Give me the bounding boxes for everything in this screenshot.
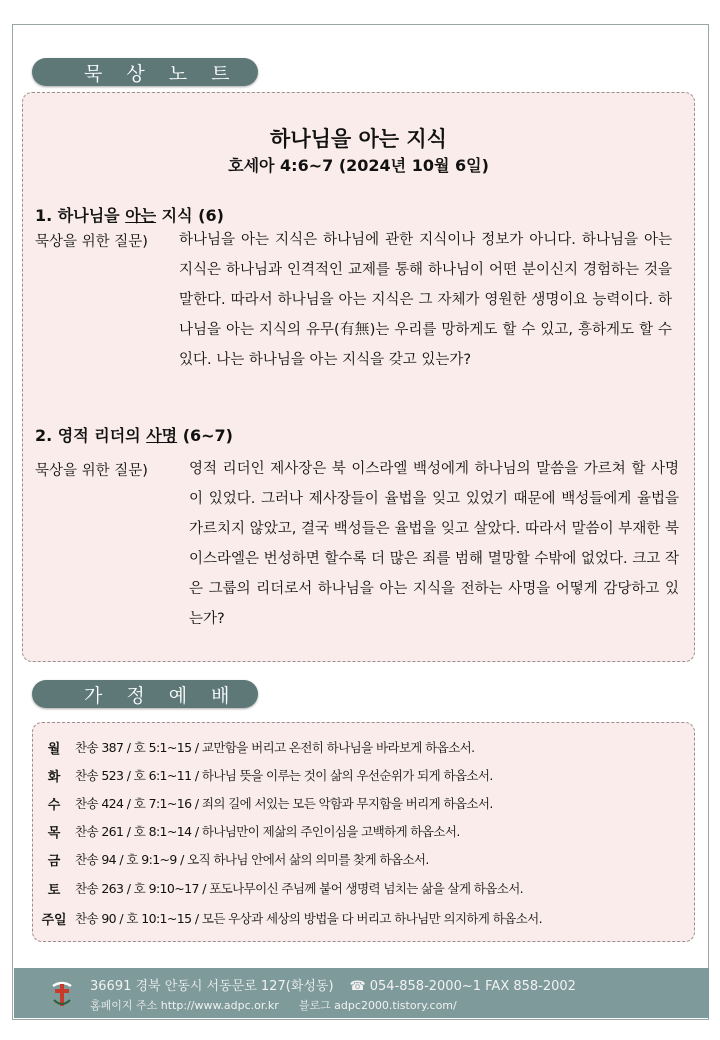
point-2-question-text: 영적 리더인 제사장은 북 이스라엘 백성에게 하나님의 말씀을 가르쳐 할 사명이 있었다. 그러나 제사장들이 율법을 잊고 있었기 때문에 백성들에게 율법을 가르치지 않았고, 결국 백성들은 율법을 잊고 살았다. 따라서 말씀이 부재한 북이스라엘은 번성하면 할수록 더 많은 죄를 범해 멸망할 수밖에 없었다. 크고 작은 그룹의 리더로서 하나님을 아는 지식을 전하는 사명을 어떻게 감당하고 있는가?	[189, 461, 679, 627]
worship-row-tue	[33, 764, 493, 786]
meditation-note-box	[22, 92, 695, 662]
day-label: 주일	[41, 912, 67, 928]
worship-row-sun	[33, 907, 542, 929]
worship-row-fri	[33, 848, 429, 870]
point-2-post: (6~7)	[177, 426, 233, 445]
worship-entry: 찬송 90 / 호 10:1~15 / 모든 우상과 세상의 방법을 다 버리고 하나님만 의지하게 하옵소서.	[75, 911, 543, 926]
worship-row-sat	[33, 877, 523, 899]
worship-row-mon	[33, 736, 475, 758]
day-label: 화	[47, 769, 61, 785]
worship-entry: 찬송 261 / 호 8:1~14 / 하나님만이 제삶의 주인이심을 고백하게 하옵소서.	[75, 824, 460, 839]
day-label: 금	[47, 853, 61, 869]
worship-entry: 찬송 523 / 호 6:1~11 / 하나님 뜻을 이루는 것이 삶의 우선순위가 되게 하옵소서.	[75, 768, 493, 783]
phone-text: 054-858-2000~1 FAX 858-2002	[369, 979, 576, 994]
phone-icon: ☎	[349, 979, 366, 994]
point-2-underlined: 사명	[146, 426, 178, 445]
worship-row-thu	[33, 820, 460, 842]
day-label: 목	[47, 825, 61, 841]
homepage-link[interactable]: 홈페이지 주소 http://www.adpc.or.kr	[90, 999, 279, 1012]
address-text: 36691 경북 안동시 서동문로 127(화성동)	[90, 979, 334, 994]
meditation-section-header: 묵 상 노 트	[32, 58, 258, 86]
point-2-question-label: 묵상을 위한 질문)	[35, 463, 148, 479]
worship-entry: 찬송 94 / 호 9:1~9 / 오직 하나님 안에서 삶의 의미를 찾게 하옵소서.	[75, 852, 429, 867]
worship-entry: 찬송 424 / 호 7:1~16 / 죄의 길에 서있는 모든 악함과 무지함을 버리게 하옵소서.	[75, 796, 493, 811]
worship-row-wed	[33, 792, 493, 814]
scripture-reference: 호세아 4:6~7 (2024년 10월 6일)	[228, 156, 489, 175]
blog-link[interactable]: 블로그 adpc2000.tistory.com/	[298, 999, 457, 1012]
page-title: 하나님을 아는 지식	[270, 127, 447, 151]
footer-web-line	[90, 997, 457, 1013]
point-1-heading	[35, 203, 224, 226]
point-2-heading	[35, 423, 233, 446]
point-1-number: 1.	[35, 206, 58, 225]
worship-entry: 찬송 387 / 호 5:1~15 / 교만함을 버리고 온전히 하나님을 바라보게 하옵소서.	[75, 740, 475, 755]
church-cross-logo-icon	[50, 978, 74, 1008]
family-worship-section-header: 가 정 예 배	[32, 680, 258, 708]
footer-contact-line	[90, 975, 576, 994]
footer	[14, 968, 709, 1018]
worship-entry: 찬송 263 / 호 9:10~17 / 포도나무이신 주님께 붙어 생명력 넘치는 삶을 살게 하옵소서.	[75, 881, 524, 896]
day-label: 토	[47, 882, 61, 898]
point-1-post: 지식 (6)	[156, 206, 224, 225]
point-1-question-text: 하나님을 아는 지식은 하나님에 관한 지식이나 정보가 아니다. 하나님을 아는 지식은 하나님과 인격적인 교제를 통해 하나님이 어떤 분이신지 경험하는 것을 말한다. 따라서 하나님을 아는 지식은 그 자체가 영원한 생명이요 능력이다. 하나님을 아는 지식의 유무(有無)는 우리를 망하게도 할 수 있고, 흥하게도 할 수 있다. 나는 하나님을 아는 지식을 갖고 있는가?	[179, 232, 672, 368]
day-label: 월	[47, 741, 61, 757]
day-label: 수	[47, 797, 61, 813]
point-2-pre: 영적 리더의	[57, 426, 147, 445]
point-2-number: 2.	[35, 426, 58, 445]
point-1-pre: 하나님을	[57, 206, 126, 225]
family-worship-box	[32, 722, 695, 942]
point-1-question-label: 묵상을 위한 질문)	[35, 234, 148, 250]
point-1-underlined: 아는	[125, 206, 157, 225]
